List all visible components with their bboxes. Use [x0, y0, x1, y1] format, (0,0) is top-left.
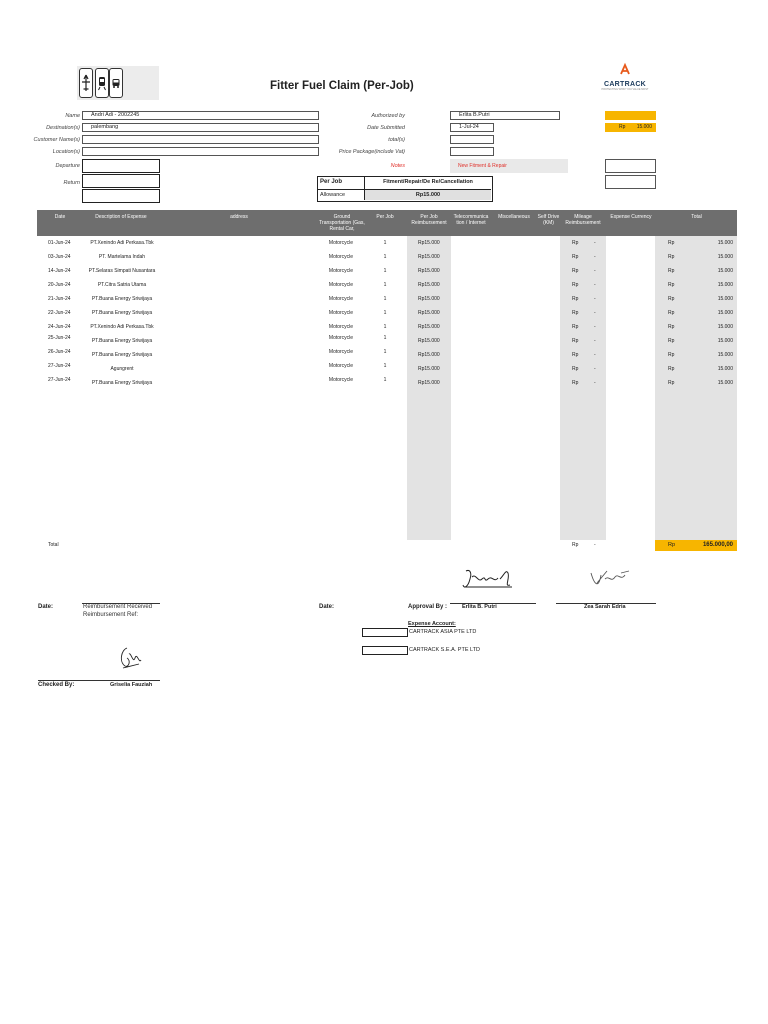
total-mileage-value: -	[594, 542, 596, 548]
mileage-column-shade	[560, 236, 606, 540]
row-total-currency: Rp	[668, 296, 675, 302]
name-field[interactable]: Andri Adi - 2002245	[82, 111, 319, 120]
departure-label: Departure	[55, 163, 80, 169]
train-icon	[95, 68, 109, 98]
row-mileage-currency: Rp	[572, 254, 579, 260]
row-total-value: 15.000	[717, 338, 733, 344]
price-package-field[interactable]	[450, 147, 494, 156]
checked-by-label: Checked By:	[38, 682, 75, 688]
row-reimbursement: Rp15.000	[418, 268, 440, 274]
col-total: Total	[691, 214, 702, 220]
row-total-value: 15.000	[717, 352, 733, 358]
row-total-value: 15.000	[717, 254, 733, 260]
row-total-currency: Rp	[668, 310, 675, 316]
row-total-value: 15.000	[717, 366, 733, 372]
row-mileage-currency: Rp	[572, 310, 579, 316]
row-date: 03-Jun-24	[48, 254, 71, 260]
row-transport: Motorcycle	[328, 363, 354, 369]
notes-field[interactable]: New Fitment & Repair	[450, 159, 568, 173]
row-transport: Motorcycle	[328, 296, 354, 302]
row-date: 27-Jun-24	[48, 363, 71, 369]
row-date: 20-Jun-24	[48, 282, 71, 288]
cartrack-mark-icon	[618, 62, 632, 76]
row-transport: Motorcycle	[328, 377, 354, 383]
row-reimbursement: Rp15.000	[418, 338, 440, 344]
grand-total-currency: Rp	[668, 542, 676, 548]
reimb-ref: Reimbursement Ref:	[83, 612, 139, 618]
row-total-value: 15.000	[717, 240, 733, 246]
col-ground-transport: Ground Transportation (Gas, Rental Car,	[319, 214, 365, 232]
row-mileage-currency: Rp	[572, 338, 579, 344]
airplane-icon	[79, 68, 93, 98]
row-mileage-value: -	[594, 324, 596, 330]
row-date: 21-Jun-24	[48, 296, 71, 302]
highlight-field-top	[605, 111, 656, 120]
page-title: Fitter Fuel Claim (Per-Job)	[270, 80, 414, 92]
account-2-checkbox[interactable]	[362, 646, 408, 655]
price-currency: Rp	[619, 124, 626, 130]
row-mileage-value: -	[594, 296, 596, 302]
row-total-currency: Rp	[668, 282, 675, 288]
row-date: 27-Jun-24	[48, 377, 71, 383]
row-date: 22-Jun-24	[48, 310, 71, 316]
row-transport: Motorcycle	[328, 254, 354, 260]
row-total-value: 15.000	[717, 310, 733, 316]
departure-field[interactable]	[82, 159, 160, 173]
row-total-currency: Rp	[668, 240, 675, 246]
col-date: Date	[54, 214, 66, 220]
destination-field[interactable]: palembang	[82, 123, 319, 132]
row-total-value: 15.000	[717, 324, 733, 330]
row-mileage-currency: Rp	[572, 366, 579, 372]
authorized-field[interactable]: Erlita B.Putri	[450, 111, 560, 120]
col-per-job: Per Job	[376, 214, 394, 220]
per-job-box	[317, 176, 493, 202]
transport-icons-box	[77, 66, 159, 100]
return-field-1[interactable]	[82, 174, 160, 188]
row-per-job: 1	[383, 310, 387, 316]
row-reimbursement: Rp15.000	[418, 296, 440, 302]
row-mileage-value: -	[594, 338, 596, 344]
total-label: total(s)	[388, 137, 405, 143]
row-total-currency: Rp	[668, 254, 675, 260]
row-per-job: 1	[383, 363, 387, 369]
row-reimbursement: Rp15.000	[418, 254, 440, 260]
allowance-value: Rp15.000	[364, 189, 491, 200]
grand-total-cell	[655, 540, 737, 551]
date-label-left: Date:	[38, 604, 54, 610]
col-expense-currency: Expense Currency	[610, 214, 652, 220]
row-reimbursement: Rp15.000	[418, 310, 440, 316]
destination-label: Destination(s)	[46, 125, 80, 131]
row-mileage-currency: Rp	[572, 324, 579, 330]
date-submitted-field[interactable]: 1-Jul-24	[450, 123, 494, 132]
row-total-value: 15.000	[717, 296, 733, 302]
row-mileage-currency: Rp	[572, 380, 579, 386]
col-telecom: Telecommunica tion / Internet	[453, 214, 489, 226]
date-submitted-label: Date Submitted	[367, 125, 405, 131]
row-per-job: 1	[383, 268, 387, 274]
approver-name: Erlita B. Putri	[462, 604, 497, 610]
approval-label: Approval By :	[408, 604, 448, 610]
expense-account-label: Expense Account:	[408, 621, 456, 627]
row-per-job: 1	[383, 240, 387, 246]
account-1-label: CARTRACK ASIA PTE LTD	[409, 629, 477, 635]
brand-name: CARTRACK	[603, 81, 647, 88]
date-label-mid: Date:	[319, 604, 335, 610]
approver-signature	[460, 565, 520, 593]
allowance-label: Allowance	[318, 189, 364, 200]
checked-by-line	[38, 680, 160, 681]
row-transport: Motorcycle	[328, 324, 354, 330]
price-amount: 15.000	[636, 124, 652, 130]
total-row-label: Total	[48, 542, 59, 548]
authorized-label: Authorized by	[371, 113, 405, 119]
row-total-currency: Rp	[668, 380, 675, 386]
row-mileage-currency: Rp	[572, 296, 579, 302]
name-label: Name	[65, 113, 80, 119]
row-per-job: 1	[383, 282, 387, 288]
row-reimbursement: Rp15.000	[418, 380, 440, 386]
row-total-currency: Rp	[668, 338, 675, 344]
row-per-job: 1	[383, 324, 387, 330]
row-total-currency: Rp	[668, 352, 675, 358]
row-description: PT. Martelama Indah	[98, 254, 146, 260]
checker-name: Griselia Fauziah	[110, 682, 153, 688]
price-package-label: Price Package(include Vat)	[338, 149, 405, 155]
row-per-job: 1	[383, 335, 387, 341]
row-transport: Motorcycle	[328, 335, 354, 341]
row-description: PT.Buana Energy Sriwijaya	[91, 296, 153, 302]
row-per-job: 1	[383, 377, 387, 383]
customer-label: Customer Name(s)	[33, 137, 80, 143]
row-mileage-currency: Rp	[572, 240, 579, 246]
row-per-job: 1	[383, 296, 387, 302]
row-mileage-value: -	[594, 282, 596, 288]
row-date: 26-Jun-24	[48, 349, 71, 355]
row-mileage-value: -	[594, 366, 596, 372]
right-field-2[interactable]	[605, 175, 656, 189]
row-total-currency: Rp	[668, 324, 675, 330]
row-mileage-value: -	[594, 380, 596, 386]
row-transport: Motorcycle	[328, 240, 354, 246]
customer-field[interactable]	[82, 135, 319, 144]
checker-signature	[113, 644, 147, 672]
row-mileage-value: -	[594, 240, 596, 246]
row-total-currency: Rp	[668, 268, 675, 274]
cartrack-logo	[600, 62, 650, 91]
col-per-job-reimb: Per Job Reimbursement	[411, 214, 447, 226]
location-label: Location(s)	[52, 149, 80, 155]
row-transport: Motorcycle	[328, 310, 354, 316]
row-mileage-value: -	[594, 310, 596, 316]
return-label: Return	[63, 180, 80, 186]
row-per-job: 1	[383, 349, 387, 355]
row-mileage-value: -	[594, 254, 596, 260]
row-description: PT.Buana Energy Sriwijaya	[91, 380, 153, 386]
total-mileage-currency: Rp	[572, 542, 579, 548]
brand-tagline: PROTECTING WHAT YOU VALUE MOST	[601, 88, 649, 91]
account-2-label: CARTRACK S.E.A. PTE LTD	[409, 647, 481, 653]
row-reimbursement: Rp15.000	[418, 352, 440, 358]
row-mileage-currency: Rp	[572, 282, 579, 288]
row-date: 14-Jun-24	[48, 268, 71, 274]
car-icon	[109, 68, 123, 98]
row-mileage-currency: Rp	[572, 268, 579, 274]
row-mileage-value: -	[594, 268, 596, 274]
row-date: 25-Jun-24	[48, 335, 71, 341]
row-reimbursement: Rp15.000	[418, 282, 440, 288]
total-field[interactable]	[450, 135, 494, 144]
second-signature	[585, 565, 635, 593]
grand-total-value: 165.000,00	[702, 542, 733, 548]
notes-label: Notes	[390, 163, 405, 169]
location-field[interactable]	[82, 147, 319, 156]
price-amount-field	[605, 123, 656, 132]
account-1-checkbox[interactable]	[362, 628, 408, 637]
row-description: PT.Selaras Simpati Nusantara	[88, 268, 156, 274]
col-mileage: Mileage Reimbursement	[565, 214, 601, 226]
row-total-value: 15.000	[717, 282, 733, 288]
row-mileage-currency: Rp	[572, 352, 579, 358]
row-total-value: 15.000	[717, 380, 733, 386]
row-date: 24-Jun-24	[48, 324, 71, 330]
right-field-1[interactable]	[605, 159, 656, 173]
row-reimbursement: Rp15.000	[418, 324, 440, 330]
return-field-2[interactable]	[82, 189, 160, 203]
row-description: PT.Buana Energy Sriwijaya	[91, 338, 153, 344]
col-self-drive: Self Drive (KM)	[537, 214, 560, 226]
row-transport: Motorcycle	[328, 268, 354, 274]
row-description: PT.Citra Satria Utama	[97, 282, 147, 288]
row-per-job: 1	[383, 254, 387, 260]
second-signer-name: Zea Sarah Edria	[584, 604, 626, 610]
row-total-value: 15.000	[717, 268, 733, 274]
row-date: 01-Jun-24	[48, 240, 71, 246]
per-job-label: Per Job	[320, 179, 343, 185]
col-description: Description of Expense	[95, 214, 147, 220]
row-description: PT.Xenindo Adi Perkasa.Tbk	[90, 324, 154, 330]
col-misc: Miscellaneous	[498, 214, 530, 220]
row-description: Agungrent	[110, 366, 134, 372]
row-total-currency: Rp	[668, 366, 675, 372]
row-mileage-value: -	[594, 352, 596, 358]
reimb-received: Reimbursement Received	[83, 604, 153, 610]
per-job-value: Fitment/Repair/De Re/Cancellation	[364, 177, 491, 189]
row-description: PT.Buana Energy Sriwijaya	[91, 352, 153, 358]
row-transport: Motorcycle	[328, 282, 354, 288]
row-reimbursement: Rp15.000	[418, 240, 440, 246]
table-header	[37, 210, 737, 236]
col-address: address	[230, 214, 248, 220]
row-description: PT.Xenindo Adi Perkasa.Tbk	[90, 240, 154, 246]
row-description: PT.Buana Energy Sriwijaya	[91, 310, 153, 316]
row-transport: Motorcycle	[328, 349, 354, 355]
row-reimbursement: Rp15.000	[418, 366, 440, 372]
